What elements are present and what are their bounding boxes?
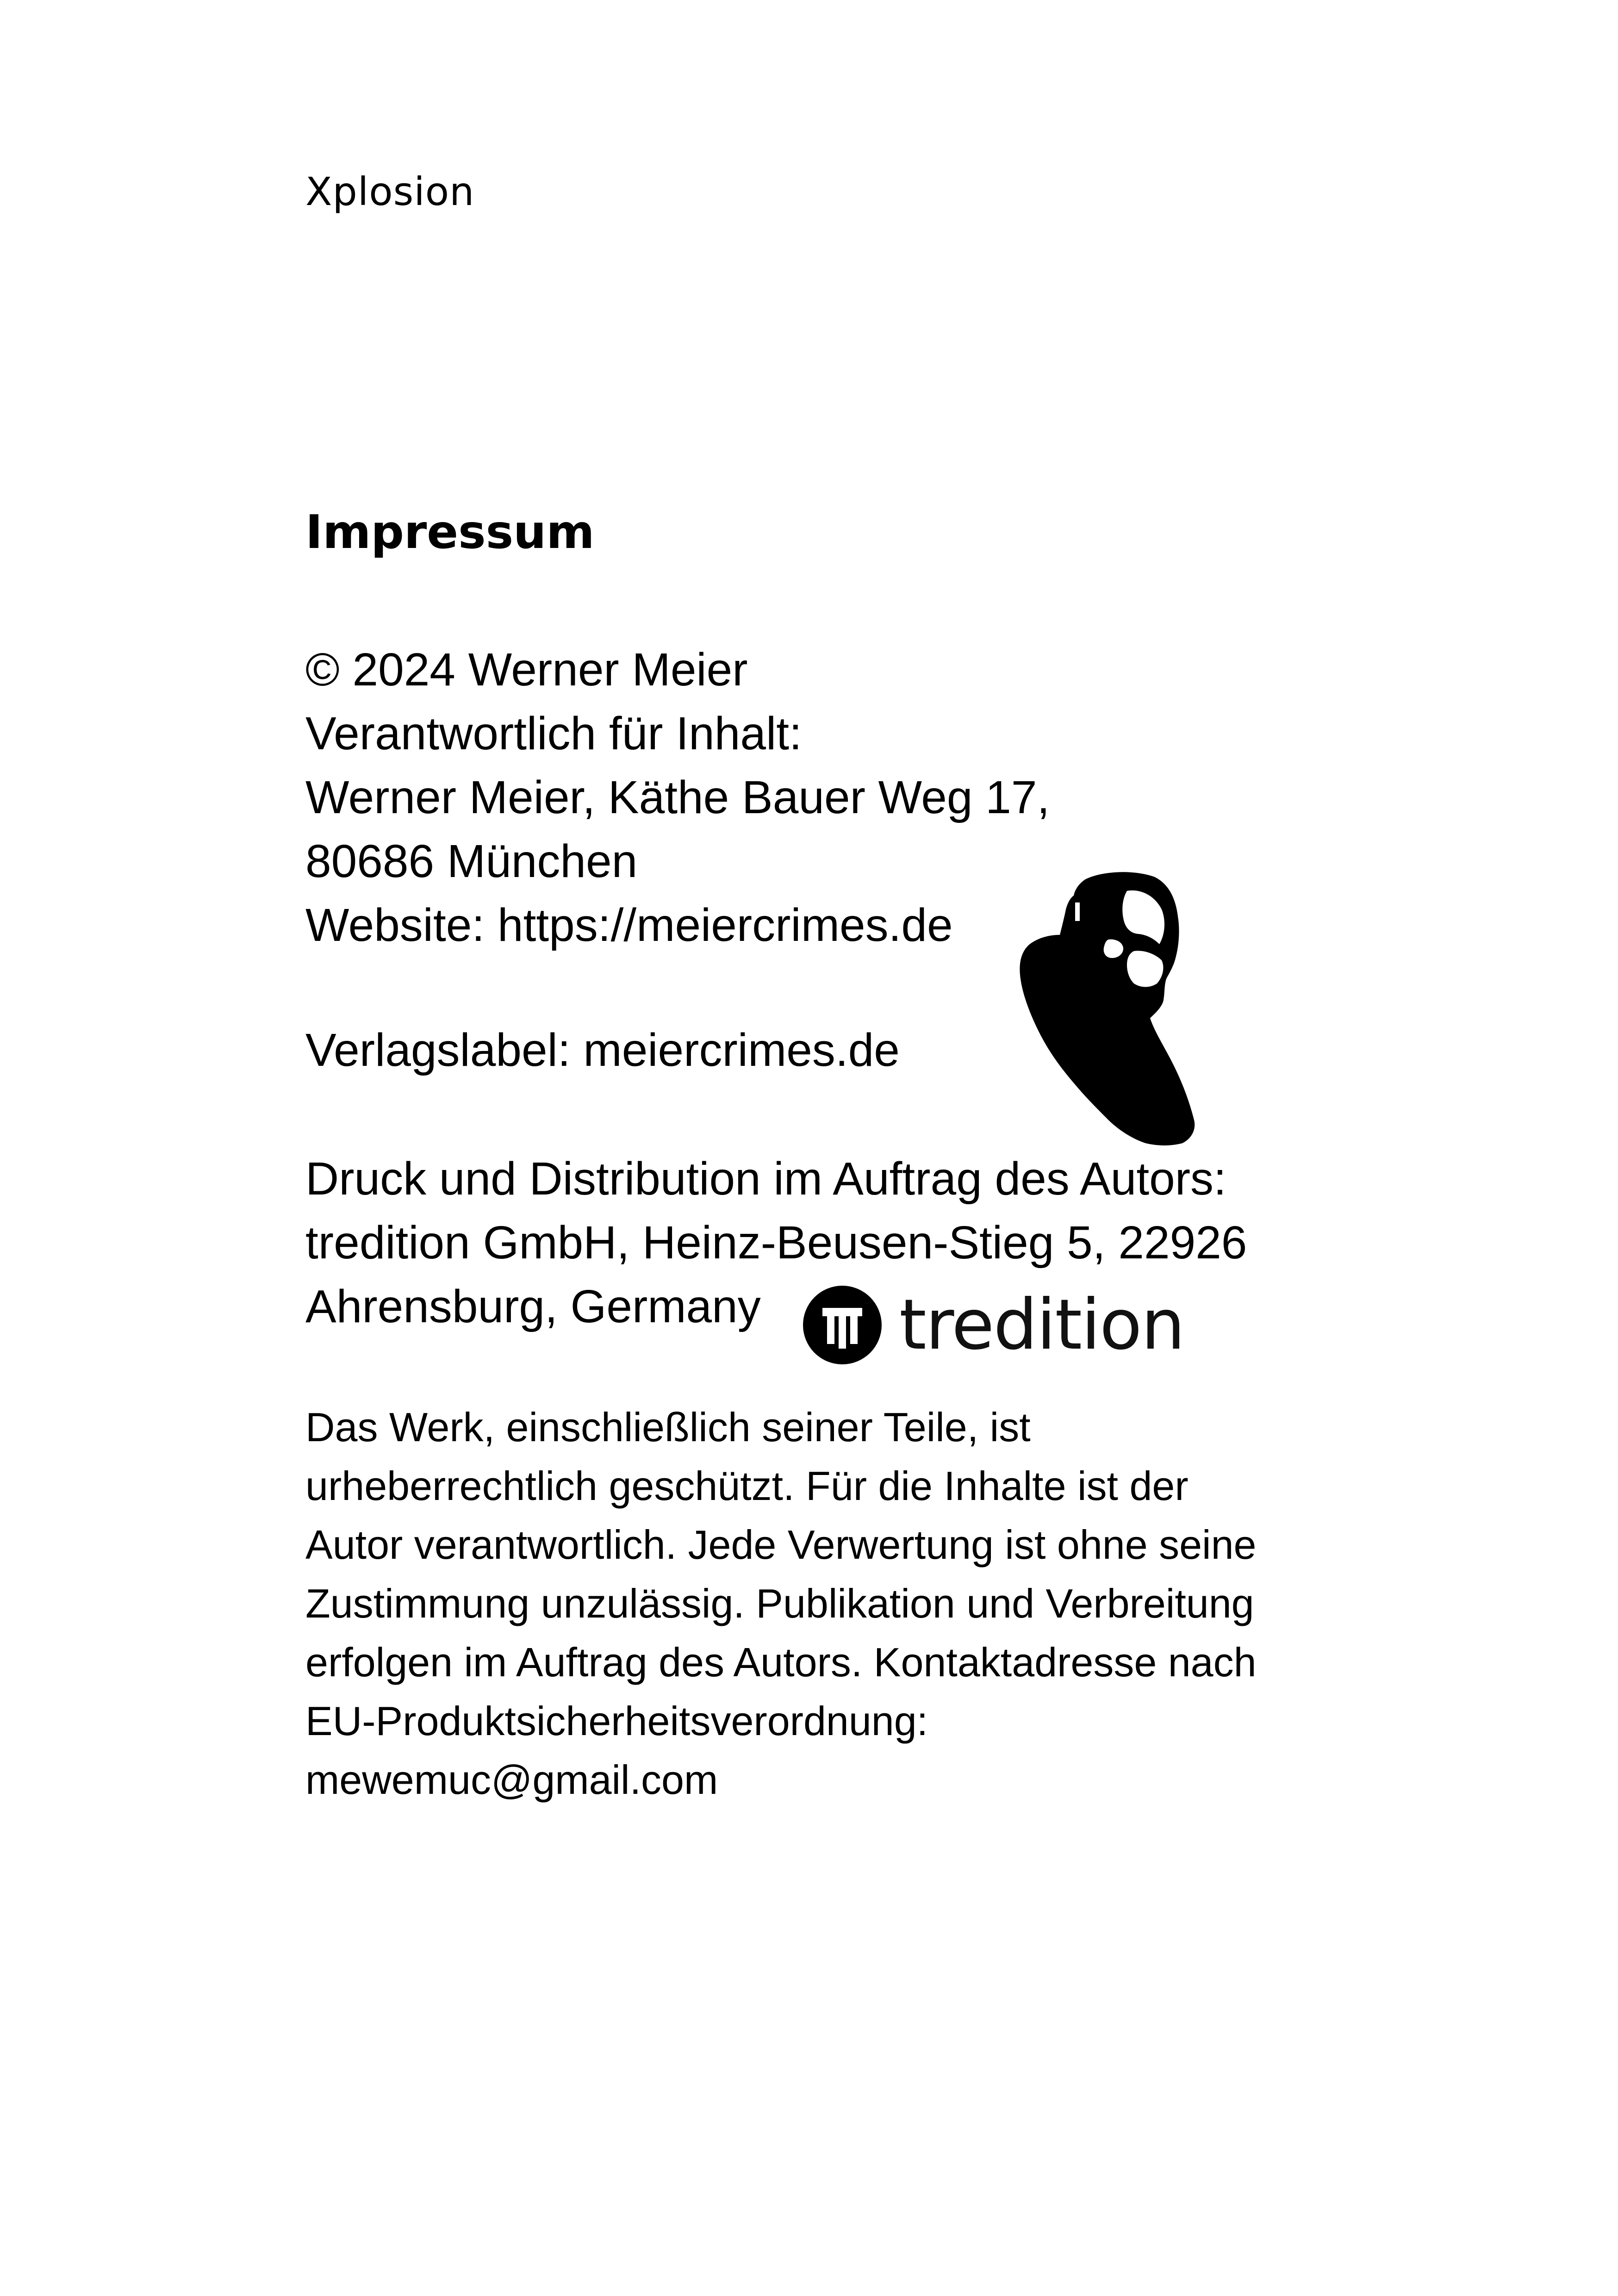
tredition-t-icon: [803, 1286, 882, 1364]
publisher-address-line: tredition GmbH, Heinz-Beusen-Stieg 5, 22926: [305, 1217, 1247, 1269]
impressum-heading: Impressum: [305, 505, 595, 559]
publisher-city-line: Ahrensburg, Germany: [305, 1281, 761, 1332]
book-title: Xplosion: [305, 169, 475, 214]
publisher-label-block: [305, 1018, 900, 1082]
tredition-logo: [803, 1284, 1182, 1365]
legal-line: erfolgen im Auftrag des Autors. Kontaktadresse nach: [305, 1639, 1257, 1685]
print-distribution-line: Druck und Distribution im Auftrag des Autors:: [305, 1153, 1226, 1205]
legal-line: Das Werk, einschließlich seiner Teile, ist: [305, 1404, 1031, 1450]
legal-line: urheberrechtlich geschützt. Für die Inhalte ist der: [305, 1463, 1189, 1509]
legal-line: Autor verantwortlich. Jede Verwertung ist ohne seine: [305, 1522, 1257, 1568]
website-line: Website: https://meiercrimes.de: [305, 899, 953, 951]
responsible-label: Verantwortlich für Inhalt:: [305, 708, 802, 759]
tredition-wordmark: tredition: [899, 1284, 1184, 1365]
legal-line: EU-Produktsicherheitsverordnung:: [305, 1698, 928, 1744]
legal-notice: [305, 1398, 1257, 1809]
copyright-line: © 2024 Werner Meier: [305, 644, 748, 696]
city-line: 80686 München: [305, 835, 638, 887]
legal-line: Zustimmung unzulässig. Publikation und Verbreitung: [305, 1580, 1254, 1626]
address-line: Werner Meier, Käthe Bauer Weg 17,: [305, 772, 1050, 823]
publisher-label-line: Verlagslabel: meiercrimes.de: [305, 1024, 900, 1076]
contact-email: mewemuc@gmail.com: [305, 1757, 718, 1803]
author-silhouette-icon: [1016, 870, 1210, 1148]
copyright-block: [305, 638, 1050, 957]
